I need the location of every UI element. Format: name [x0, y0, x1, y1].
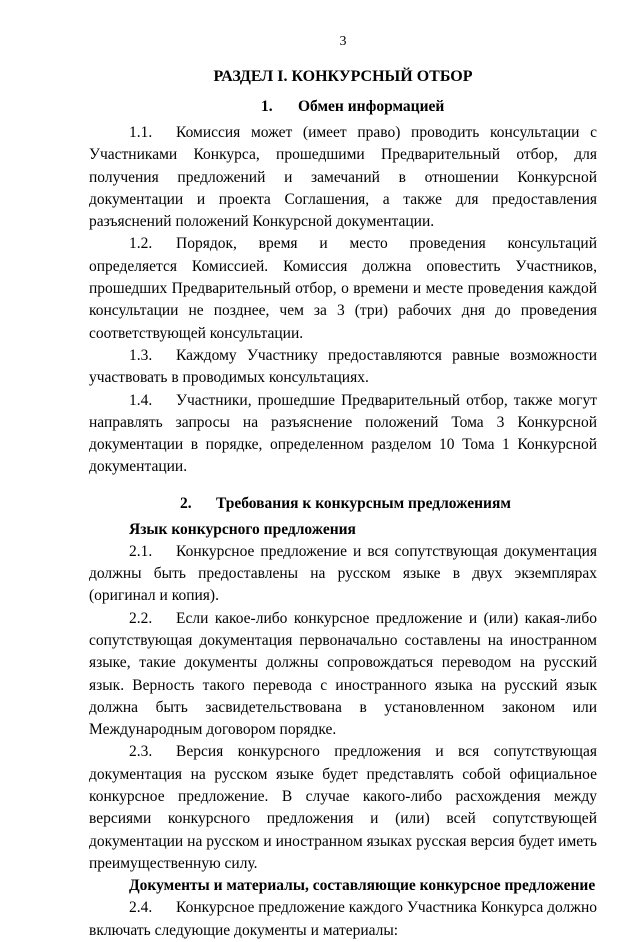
paragraph-number: 2.3. — [129, 743, 153, 761]
paragraph-number: 1.1. — [129, 124, 153, 141]
paragraph-text: Порядок, время и место проведения консультаций определяется Комиссией. Комиссия должна оповестить Участников, прошедших Предварительный отбор, о времени и месте проведения каждой консультации не позднее, чем за 3 (три) рабочих дня до проведения соответствующей консультации. — [89, 235, 597, 342]
paragraph-text: Конкурсное предложение и вся сопутствующая документация должны быть предоставлены на русском языке в двух экземплярах (оригинал и копия). — [89, 542, 597, 605]
paragraph-number: 1.2. — [129, 235, 153, 253]
paragraph-1-1 — [89, 122, 597, 233]
page-number: 3 — [339, 34, 347, 49]
heading-text: Обмен информацией — [298, 98, 445, 115]
paragraph-2-3 — [89, 741, 597, 875]
paragraph-text: Если какое-либо конкурсное предложение и (или) какая-либо сопутствующая документация первоначально составлены на иностранном языке, такие документы должны сопровождаться переводом на русский язык. Верность такого перевода с иностранного языка на русский язык должна быть засвидетельствована в установленном законом или Международным договором порядке. — [89, 609, 597, 739]
heading-text: Требования к конкурсным предложениям — [216, 494, 511, 512]
paragraph-text: Версия конкурсного предложения и вся сопутствующая документация на русском языке будет представлять собой официальное конкурсное предложение. В случае какого-либо расхождения между версиями конкурсного предложения и (или) всей сопутствующей документации на русском и иностранном языках русская версия будет иметь преимущественную силу. — [89, 743, 597, 872]
paragraph-text: Каждому Участнику предоставляются равные возможности участвовать в проводимых консультациях. — [89, 346, 597, 387]
paragraph-2-2 — [89, 608, 597, 742]
paragraph-text: Комиссия может (имеет право) проводить консультации с Участниками Конкурса, прошедшими Предварительный отбор, для получения предложений и замечаний в отношении Конкурсной документации и проекта Соглашения, а также для предоставления разъяснений положений Конкурсной документации. — [89, 124, 597, 231]
heading-proposal-requirements — [89, 493, 597, 519]
heading-exchange-information — [89, 96, 597, 122]
paragraph-number: 1.3. — [129, 346, 153, 364]
paragraph-1-4 — [89, 390, 597, 479]
paragraph-text: Конкурсное предложение каждого Участника Конкурса должно включать следующие документы и материалы: — [89, 899, 597, 939]
paragraph-number: 2.2. — [129, 609, 153, 627]
paragraph-number: 2.1. — [129, 542, 153, 560]
paragraph-2-1 — [89, 541, 597, 608]
heading-number: 1. — [261, 98, 273, 115]
paragraph-number: 2.4. — [129, 899, 153, 917]
section-title: РАЗДЕЛ I. КОНКУРСНЫЙ ОТБОР — [213, 68, 473, 85]
paragraph-1-3 — [89, 345, 597, 390]
paragraph-2-4 — [89, 897, 597, 942]
paragraph-1-2 — [89, 233, 597, 344]
heading-number: 2. — [180, 494, 192, 512]
subheading-proposal-language: Язык конкурсного предложения — [129, 520, 356, 538]
paragraph-number: 1.4. — [129, 391, 153, 409]
document-page — [89, 32, 597, 942]
subheading-proposal-documents: Документы и материалы, составляющие конкурсное предложение — [129, 877, 596, 895]
paragraph-text: Участники, прошедшие Предварительный отбор, также могут направлять запросы на разъяснение положений Тома 3 Конкурсной документации в порядке, определенном разделом 10 Тома 1 Конкурсной документации. — [89, 391, 597, 476]
spacer — [89, 479, 597, 493]
